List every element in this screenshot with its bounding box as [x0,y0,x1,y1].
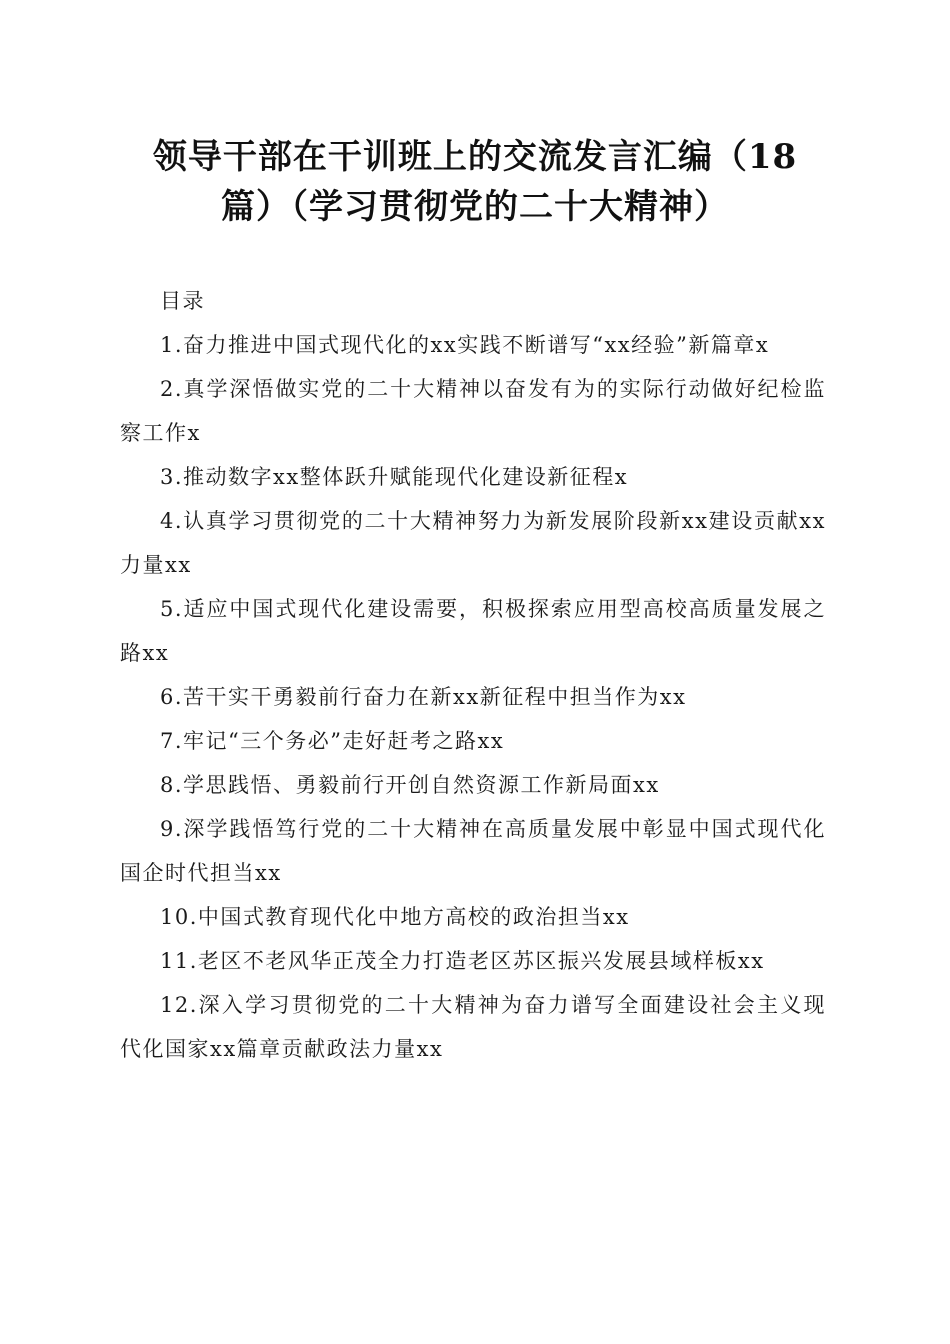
toc-item: 12.深入学习贯彻党的二十大精神为奋力谱写全面建设社会主义现代化国家xx篇章贡献政法力量xx [120,993,826,1061]
toc-item: 9.深学践悟笃行党的二十大精神在高质量发展中彰显中国式现代化国企时代担当xx [120,817,826,885]
toc-item: 6.苦干实干勇毅前行奋力在新xx新征程中担当作为xx [160,685,687,709]
table-of-contents [120,279,826,1071]
toc-item: 10.中国式教育现代化中地方高校的政治担当xx [160,905,630,929]
toc-item: 1.奋力推进中国式现代化的xx实践不断谱写“xx经验”新篇章x [160,333,770,357]
toc-item: 11.老区不老风华正茂全力打造老区苏区振兴发展县域样板xx [160,949,765,973]
toc-item: 7.牢记“三个务必”走好赶考之路xx [160,729,505,753]
toc-heading: 目录 [160,289,205,313]
document-title [100,132,850,232]
toc-item: 5.适应中国式现代化建设需要，积极探索应用型高校高质量发展之路xx [120,597,826,665]
toc-item: 3.推动数字xx整体跃升赋能现代化建设新征程x [160,465,629,489]
title-line-2: 篇）（学习贯彻党的二十大精神） [221,187,729,227]
toc-item: 2.真学深悟做实党的二十大精神以奋发有为的实际行动做好纪检监察工作x [120,377,826,445]
title-line-1: 领导干部在干训班上的交流发言汇编（18 [152,137,798,177]
toc-item: 8.学思践悟、勇毅前行开创自然资源工作新局面xx [160,773,660,797]
toc-item: 4.认真学习贯彻党的二十大精神努力为新发展阶段新xx建设贡献xx力量xx [120,509,826,577]
